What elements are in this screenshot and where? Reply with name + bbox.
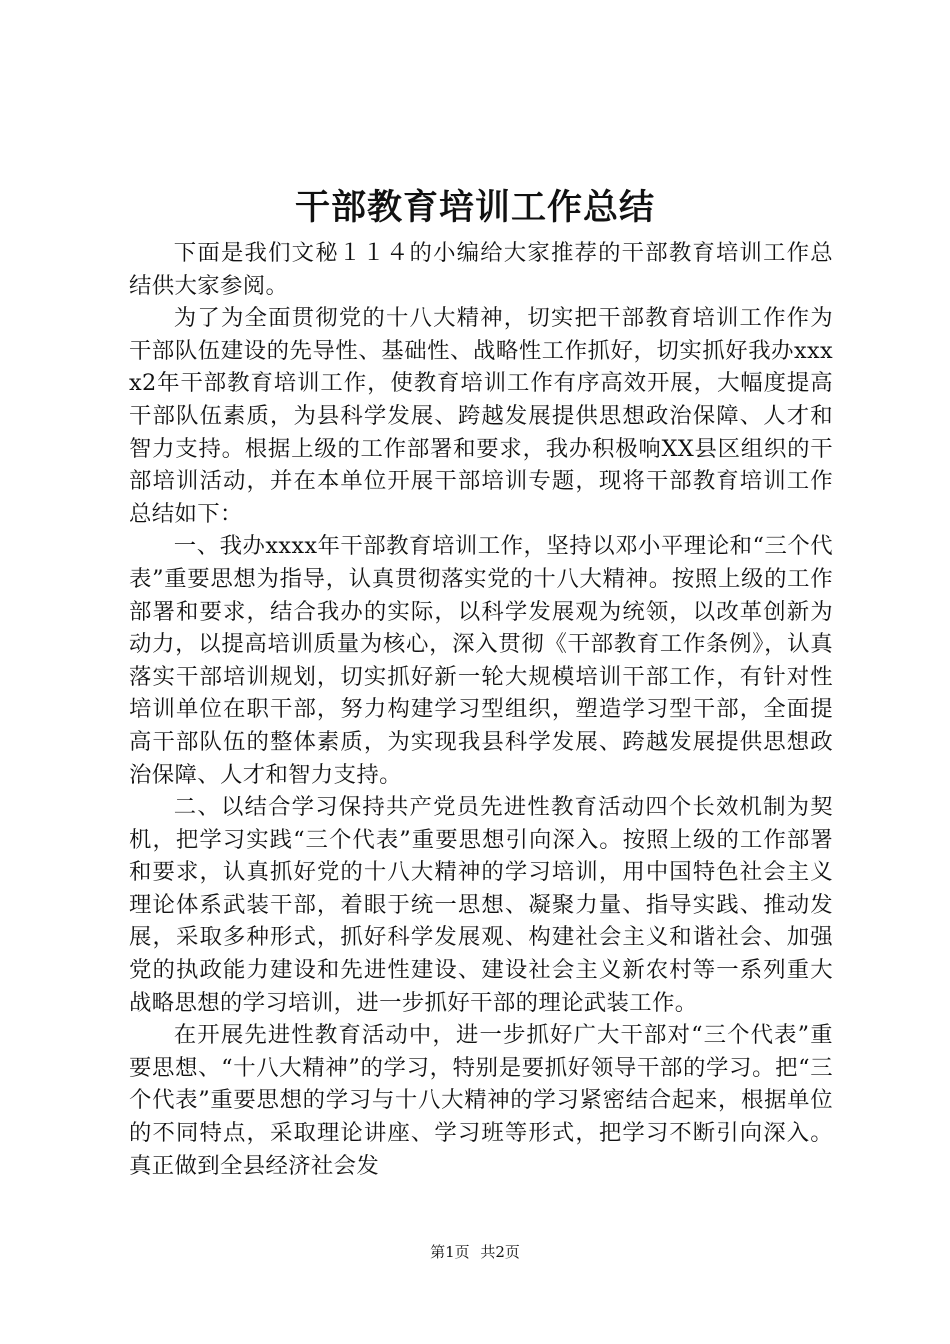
page-number-total: 共2页 (480, 1243, 520, 1261)
paragraph-section-one: 一、我办xxxx年干部教育培训工作，坚持以邓小平理论和“三个代表”重要思想为指导，认真贯彻落实党的十八大精神。按照上级的工作部署和要求，结合我办的实际，以科学发展观为统领，以改革创新为动力，以提高培训质量为核心，深入贯彻《干部教育工作条例》，认真落实干部培训规划，切实抓好新一轮大规模培训干部工作，有针对性培训单位在职干部，努力构建学习型组织，塑造学习型干部，全面提高干部队伍的整体素质，为实现我县科学发展、跨越发展提供思想政治保障、人才和智力支持。 (129, 533, 833, 788)
paragraph-purpose: 为了为全面贯彻党的十八大精神，切实把干部教育培训工作作为干部队伍建设的先导性、基础性、战略性工作抓好，切实抓好我办xxxx2年干部教育培训工作，使教育培训工作有序高效开展，大幅度提高干部队伍素质，为县科学发展、跨越发展提供思想政治保障、人才和智力支持。根据上级的工作部署和要求，我办积极响XX县区组织的干部培训活动，并在本单位开展干部培训专题，现将干部教育培训工作总结如下： (129, 305, 833, 527)
page-footer (0, 1242, 950, 1262)
document-title: 干部教育培训工作总结 (294, 188, 655, 228)
paragraph-intro: 下面是我们文秘１１４的小编给大家推荐的干部教育培训工作总结供大家参阅。 (129, 240, 833, 299)
paragraph-section-two: 二、以结合学习保持共产党员先进性教育活动四个长效机制为契机，把学习实践“三个代表”重要思想引向深入。按照上级的工作部署和要求，认真抓好党的十八大精神的学习培训，用中国特色社会主义理论体系武装干部，着眼于统一思想、凝聚力量、指导实践、推动发展，采取多种形式，抓好科学发展观、构建社会主义和谐社会、加强党的执政能力建设和先进性建设、建设社会主义新农村等一系列重大战略思想的学习培训，进一步抓好干部的理论武装工作。 (129, 794, 833, 1016)
page-number-current: 第1页 (430, 1243, 470, 1261)
paragraph-education-activity: 在开展先进性教育活动中，进一步抓好广大干部对“三个代表”重要思想、“十八大精神”的学习，特别是要抓好领导干部的学习。把“三个代表”重要思想的学习与十八大精神的学习紧密结合起来，根据单位的不同特点，采取理论讲座、学习班等形式，把学习不断引向深入。真正做到全县经济社会发 (129, 1022, 833, 1179)
document-body (129, 237, 833, 1182)
